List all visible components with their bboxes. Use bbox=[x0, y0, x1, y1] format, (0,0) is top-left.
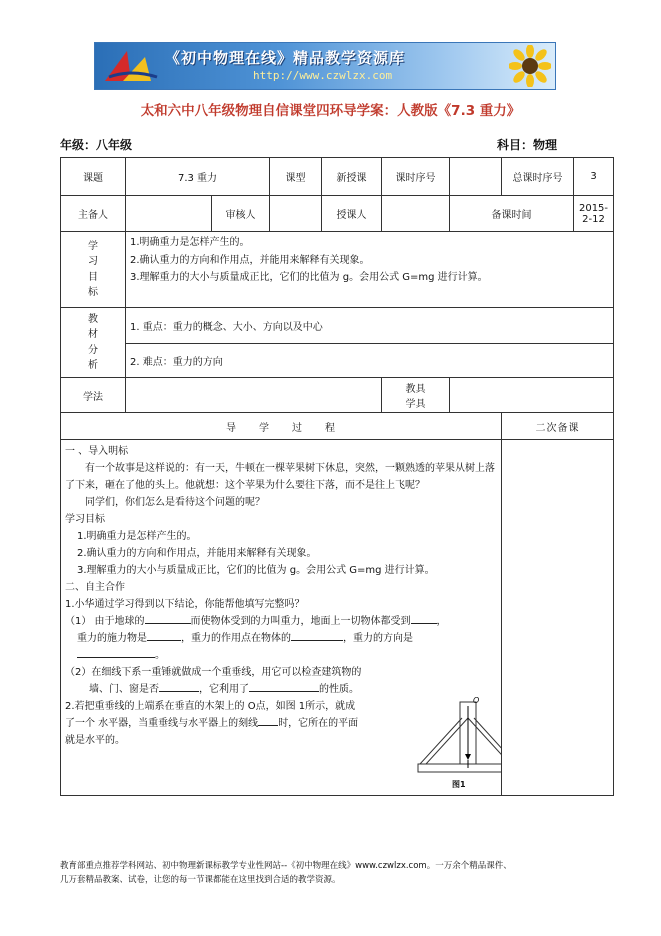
figure-1 bbox=[416, 698, 502, 790]
footer-line: 几万套精品教案、试卷，让您的每一节课都能在这里找到合适的教学资源。 bbox=[60, 874, 341, 885]
period-value bbox=[450, 158, 502, 196]
q1-1-text-b: 而使物体受到的力叫重力，地面上一切物体都受到 bbox=[190, 616, 411, 627]
blank-field[interactable] bbox=[159, 681, 199, 692]
blank-field[interactable] bbox=[291, 630, 343, 641]
goals-list bbox=[126, 232, 614, 308]
tools-label-text: 教具学具 bbox=[405, 384, 426, 410]
preparer-value bbox=[126, 196, 212, 232]
analysis-label-text: 教材分析 bbox=[88, 313, 98, 371]
total-period-label: 总课时序号 bbox=[502, 158, 574, 196]
process-goal-item: 3.理解重力的大小与质量成正比，它们的比值为 g。会用公式 G=mg 进行计算。 bbox=[77, 565, 435, 576]
difficulty-point: 2. 难点：重力的方向 bbox=[126, 344, 614, 378]
process-goal-item: 1.明确重力是怎样产生的。 bbox=[77, 531, 197, 542]
prep-date-label: 备课时间 bbox=[450, 196, 574, 232]
q1-2-text-d: 的性质。 bbox=[319, 684, 359, 695]
question-1-part-2 bbox=[65, 664, 410, 698]
plumb-level-diagram bbox=[416, 698, 502, 778]
question-1: 1.小华通过学习得到以下结论，你能帮他填写完整吗？ bbox=[65, 599, 305, 610]
process-header: 导 学 过 程 bbox=[61, 413, 502, 440]
period-label: 课时序号 bbox=[382, 158, 450, 196]
goals-label bbox=[61, 232, 126, 308]
question-1-part-1 bbox=[65, 613, 497, 630]
figure-caption: 图1 bbox=[452, 780, 466, 789]
intro-question: 同学们，你们怎么是看待这个问题的呢？ bbox=[85, 497, 265, 508]
blank-field[interactable] bbox=[411, 613, 437, 624]
figure-point-label: O bbox=[473, 696, 480, 705]
teacher-value bbox=[382, 196, 450, 232]
q1-1-text-g: 。 bbox=[155, 650, 165, 661]
q2-text-a: 2.若把重垂线的上端系在垂直的木架上的 O点，如图 1所示，就成 bbox=[65, 701, 356, 712]
q1-1-text-a: （1） 由于地球的 bbox=[65, 616, 145, 627]
q1-2-text-a: （2）在细线下系一重锤就做成一个重垂线，用它可以检查建筑物的 bbox=[65, 667, 362, 678]
q1-2-text-c: ，它利用了 bbox=[199, 684, 249, 695]
q2-text-c: 时，它所在的平面 bbox=[278, 718, 359, 729]
lesson-type-label: 课型 bbox=[270, 158, 322, 196]
question-1-part-1-cont bbox=[65, 630, 497, 647]
tools-label bbox=[382, 378, 450, 413]
section2-title: 二、自主合作 bbox=[65, 582, 125, 593]
analysis-label bbox=[61, 308, 126, 378]
lesson-plan-table bbox=[60, 157, 614, 796]
grade-label: 年级：八年级 bbox=[60, 138, 133, 152]
q1-2-text-b: 墙、门、窗是否 bbox=[89, 684, 159, 695]
reviewer-label: 审核人 bbox=[212, 196, 270, 232]
banner-url[interactable]: http://www.czwlzx.com bbox=[253, 69, 393, 82]
total-period-value: 3 bbox=[574, 158, 614, 196]
q2-text-d: 就是水平的。 bbox=[65, 735, 125, 746]
process-content bbox=[61, 440, 502, 796]
footer-note bbox=[60, 860, 620, 887]
goal-item: 2.确认重力的方向和作用点，并能用来解释有关现象。 bbox=[130, 254, 370, 266]
banner-title: 《初中物理在线》精品教学资源库 bbox=[165, 49, 406, 67]
q2-text-b: 了一个 水平器，当重垂线与水平器上的刻线 bbox=[65, 718, 259, 729]
subject-label: 科目：物理 bbox=[497, 138, 558, 152]
tools-value bbox=[450, 378, 614, 413]
secondary-prep-content[interactable] bbox=[502, 440, 614, 796]
goal-item: 1.明确重力是怎样产生的。 bbox=[130, 237, 250, 248]
q1-1-text-e: ，重力的作用点在物体的 bbox=[181, 633, 291, 644]
lesson-type-value: 新授课 bbox=[322, 158, 382, 196]
section1-title: 一 、导入明标 bbox=[65, 446, 129, 457]
topic-label: 课题 bbox=[61, 158, 126, 196]
q1-1-text-f: ，重力的方向是 bbox=[343, 633, 413, 644]
teacher-label: 授课人 bbox=[322, 196, 382, 232]
key-point: 1. 重点：重力的概念、大小、方向以及中心 bbox=[126, 308, 614, 344]
site-banner bbox=[94, 42, 556, 90]
site-logo-icon bbox=[101, 47, 161, 85]
blank-field[interactable] bbox=[77, 647, 155, 658]
method-value bbox=[126, 378, 382, 413]
prep-date-value: 2015-2-12 bbox=[574, 196, 614, 232]
footer-line: 教育部重点推荐学科网站、初中物理新课标教学专业性网站--《初中物理在线》www.czwlzx.com。一万余个精品课件、 bbox=[60, 861, 512, 871]
learning-goals-title: 学习目标 bbox=[65, 514, 105, 525]
sunflower-icon bbox=[509, 45, 551, 87]
goals-label-text: 学习目标 bbox=[88, 240, 98, 298]
topic-value: 7.3 重力 bbox=[126, 158, 270, 196]
method-label: 学法 bbox=[61, 378, 126, 413]
question-1-part-1-end bbox=[65, 647, 497, 664]
q1-1-text-d: 重力的施力物是 bbox=[77, 633, 147, 644]
blank-field[interactable] bbox=[249, 681, 319, 692]
blank-field[interactable] bbox=[147, 630, 181, 641]
goal-item: 3.理解重力的大小与质量成正比，它们的比值为 g。会用公式 G=mg 进行计算。 bbox=[130, 272, 488, 283]
intro-story: 有一个故事是这样说的：有一天，牛顿在一棵苹果树下休息，突然，一颗熟透的苹果从树上落了下来，砸在了他的头上。他就想：这个苹果为什么要往下落，而不是往上飞呢？ bbox=[65, 463, 495, 491]
process-goal-item: 2.确认重力的方向和作用点，并能用来解释有关现象。 bbox=[77, 548, 317, 559]
q1-1-text-c: ， bbox=[436, 616, 447, 627]
blank-field[interactable] bbox=[258, 715, 278, 726]
reviewer-value bbox=[270, 196, 322, 232]
question-2 bbox=[65, 698, 410, 749]
secondary-prep-header: 二次备课 bbox=[502, 413, 614, 440]
document-title: 太和六中八年级物理自信课堂四环导学案：人教版《7.3 重力》 bbox=[140, 103, 521, 119]
preparer-label: 主备人 bbox=[61, 196, 126, 232]
blank-field[interactable] bbox=[145, 613, 191, 624]
